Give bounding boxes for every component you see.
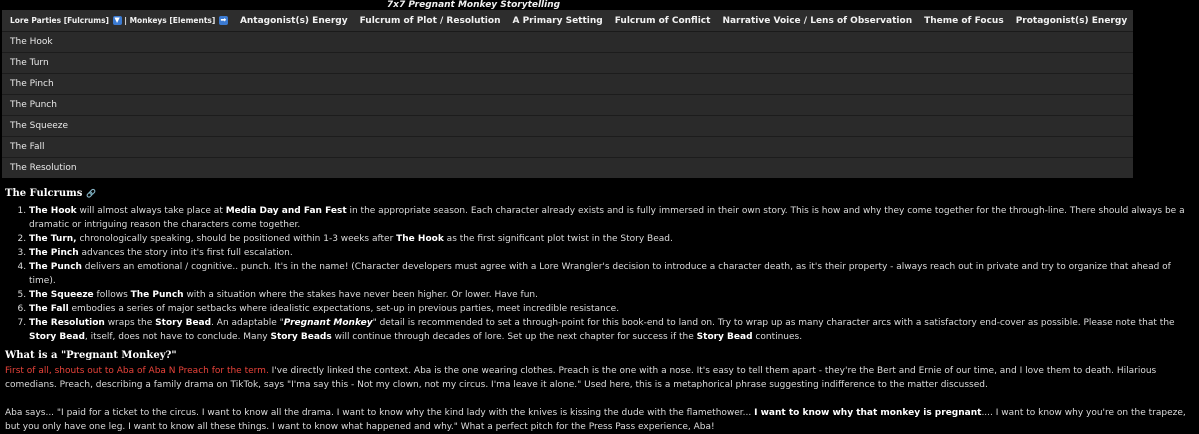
- row-label: The Turn: [2, 53, 234, 74]
- table-row: [2, 95, 1133, 116]
- document-body: [5, 186, 1193, 434]
- header-col-7: Protagonist(s) Energy: [1010, 10, 1134, 32]
- row-label: The Squeeze: [2, 116, 234, 137]
- list-item: 5. The Squeeze follows The Punch with a situation where the stakes have never been higher. Or lower. Have fun.: [29, 288, 1193, 302]
- table-row: [2, 137, 1133, 158]
- list-item: 1. The Hook will almost always take place at Media Day and Fan Fest in the appropriate season. Each character already exists and is fully immersed in their own story. This is how and why they come together for the through-line. There should always be a dramatic or intriguing reason the characters come together.: [29, 204, 1193, 232]
- pregnant-monkey-heading: What is a "Pregnant Monkey?": [5, 350, 177, 361]
- fulcrums-heading: [5, 186, 1193, 202]
- list-item: 2. The Turn, chronologically speaking, should be positioned within 1-3 weeks after The Hook as the first significant plot twist in the Story Bead.: [29, 232, 1193, 246]
- row-label: The Fall: [2, 137, 234, 158]
- row-label: The Resolution: [2, 158, 234, 179]
- arrow-right-icon: ➡: [220, 16, 227, 25]
- table-row: [2, 116, 1133, 137]
- table-caption: 7x7 Pregnant Monkey Storytelling: [386, 0, 561, 10]
- header-col-2: Fulcrum of Plot / Resolution: [354, 10, 507, 32]
- list-item: 4. The Punch delivers an emotional / cognitive.. punch. It's in the name! (Character developers must agree with a Lore Wrangler's decision to introduce a character death, as it's their property - always reach out in private and try to organize that ahead of time).: [29, 260, 1193, 288]
- list-item: 6. The Fall embodies a series of major setbacks where idealistic expectations, set-up in previous parties, meet incredible resistance.: [29, 302, 1193, 316]
- link-icon[interactable]: 🔗: [86, 189, 97, 198]
- header-fulcrums: [2, 10, 234, 32]
- table-row: [2, 53, 1133, 74]
- table-row: [2, 32, 1133, 53]
- pregnant-paragraph-1: First of all, shouts out to Aba of Aba N Preach for the term. I've directly linked the context. Aba is the one wearing clothes. Preach is the one with a nose. It's easy to tell them apart - they're the Bert and Ernie of our time, and I love them to death. Hilarious comedians. Preach, describing a family drama on TikTok, says "I'ma say this - Not my clown, not my circus. I'ma leave it alone." Used here, this is a metaphorical phrase suggesting indifference to the matter discussed.: [5, 366, 1157, 390]
- fulcrums-list: [5, 204, 1193, 344]
- header-col-3: A Primary Setting: [506, 10, 608, 32]
- header-fulcrums-label: Lore Parties [Fulcrums]: [10, 15, 109, 25]
- header-col-6: Theme of Focus: [918, 10, 1010, 32]
- fulcrums-heading-text: The Fulcrums: [5, 188, 83, 199]
- header-col-5: Narrative Voice / Lens of Observation: [716, 10, 918, 32]
- pregnant-paragraph-2: Aba says... "I paid for a ticket to the circus. I want to know all the drama. I want to know why the kind lady with the knives is kissing the dude with the flamethower... I want to know why that monkey is pregnant.... I want to know why you're on the trapeze, but you only have one leg. I want to know all these things. I want to know what happened and why." What a perfect pitch for the Press Pass experience, Aba!: [5, 408, 1186, 432]
- row-label: The Hook: [2, 32, 234, 53]
- list-item: 3. The Pinch advances the story into it's first full escalation.: [29, 246, 1193, 260]
- row-label: The Punch: [2, 95, 234, 116]
- table-row: [2, 158, 1133, 179]
- header-monkeys-label: | Monkeys [Elements]: [124, 15, 216, 25]
- table-row: [2, 74, 1133, 95]
- row-label: The Pinch: [2, 74, 234, 95]
- term-credit-link[interactable]: First of all, shouts out to Aba of Aba N Preach for the term.: [5, 366, 269, 376]
- header-col-4: Fulcrum of Conflict: [609, 10, 717, 32]
- table-header-row: [2, 10, 1133, 32]
- arrow-down-icon: ▼: [114, 16, 120, 25]
- story-grid-table: [2, 10, 1133, 178]
- header-col-1: Antagonist(s) Energy: [234, 10, 354, 32]
- list-item: 7. The Resolution wraps the Story Bead. An adaptable "Pregnant Monkey" detail is recommended to set a through-point for this book-end to land on. Try to wrap up as many character arcs with a satisfactory end-cover as possible. Please note that the Story Bead, itself, does not have to conclude. Many Story Beads will continue through decades of lore. Set up the next chapter for success if the Story Bead continues.: [29, 316, 1193, 344]
